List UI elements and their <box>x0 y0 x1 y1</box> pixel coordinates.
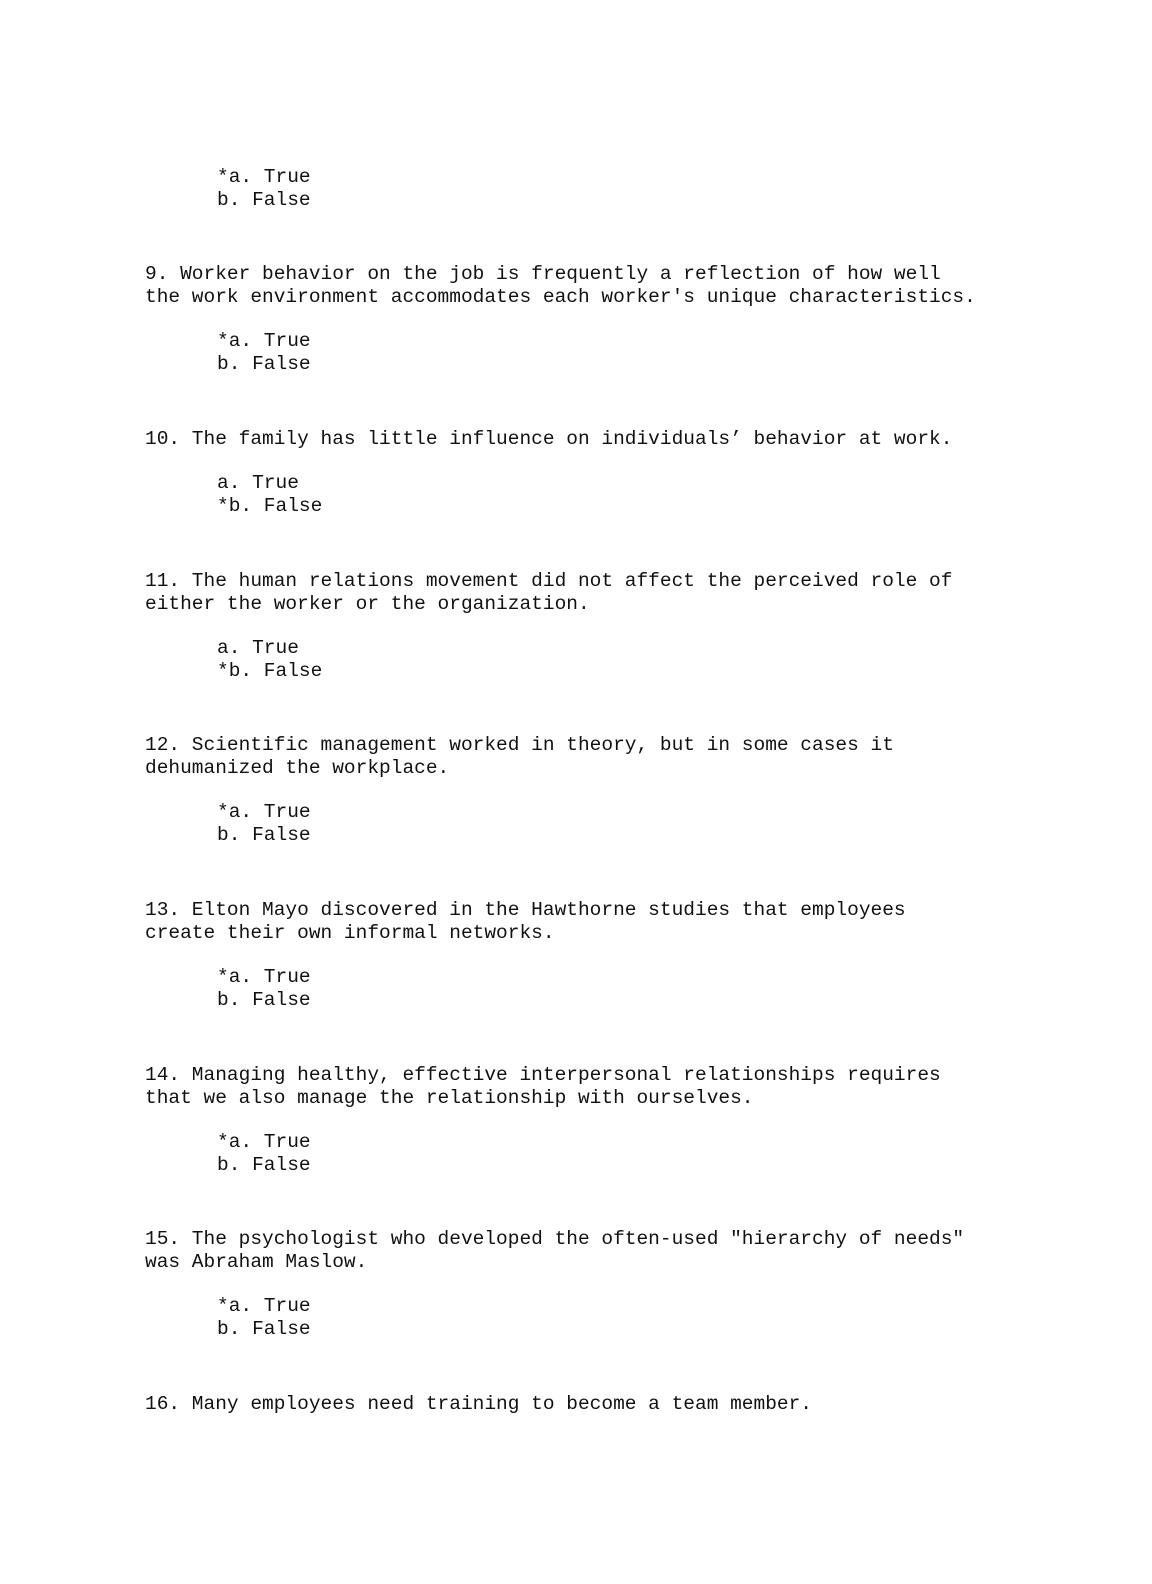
option-false: b. False <box>217 1154 311 1176</box>
option-false: *b. False <box>217 660 323 682</box>
question-text-line: 15. The psychologist who developed the often-used "hierarchy of needs" <box>145 1228 965 1250</box>
question-text-line: create their own informal networks. <box>145 922 555 944</box>
option-false: b. False <box>217 353 311 375</box>
option-true: *a. True <box>217 801 311 823</box>
option-false: b. False <box>217 989 311 1011</box>
option-false: *b. False <box>217 495 323 517</box>
option-false: b. False <box>217 824 311 846</box>
option-true: a. True <box>217 472 299 494</box>
option-false: b. False <box>217 1318 311 1340</box>
question-text-line: 11. The human relations movement did not affect the perceived role of <box>145 570 953 592</box>
question-text-line: 10. The family has little influence on individuals’ behavior at work. <box>145 428 953 450</box>
option-false: b. False <box>217 189 311 211</box>
question-text-line: 16. Many employees need training to become a team member. <box>145 1393 813 1415</box>
question-text-line: the work environment accommodates each worker's unique characteristics. <box>145 286 976 308</box>
option-true: *a. True <box>217 166 311 188</box>
question-text-line: 12. Scientific management worked in theory, but in some cases it <box>145 734 894 756</box>
question-text-line: 13. Elton Mayo discovered in the Hawthorne studies that employees <box>145 899 906 921</box>
question-text-line: dehumanized the workplace. <box>145 757 450 779</box>
question-text-line: that we also manage the relationship with ourselves. <box>145 1087 754 1109</box>
question-text-line: either the worker or the organization. <box>145 593 590 615</box>
question-text-line: 14. Managing healthy, effective interpersonal relationships requires <box>145 1064 941 1086</box>
option-true: a. True <box>217 637 299 659</box>
option-true: *a. True <box>217 330 311 352</box>
option-true: *a. True <box>217 1131 311 1153</box>
option-true: *a. True <box>217 966 311 988</box>
question-text-line: was Abraham Maslow. <box>145 1251 368 1273</box>
question-text-line: 9. Worker behavior on the job is frequently a reflection of how well <box>145 263 941 285</box>
option-true: *a. True <box>217 1295 311 1317</box>
